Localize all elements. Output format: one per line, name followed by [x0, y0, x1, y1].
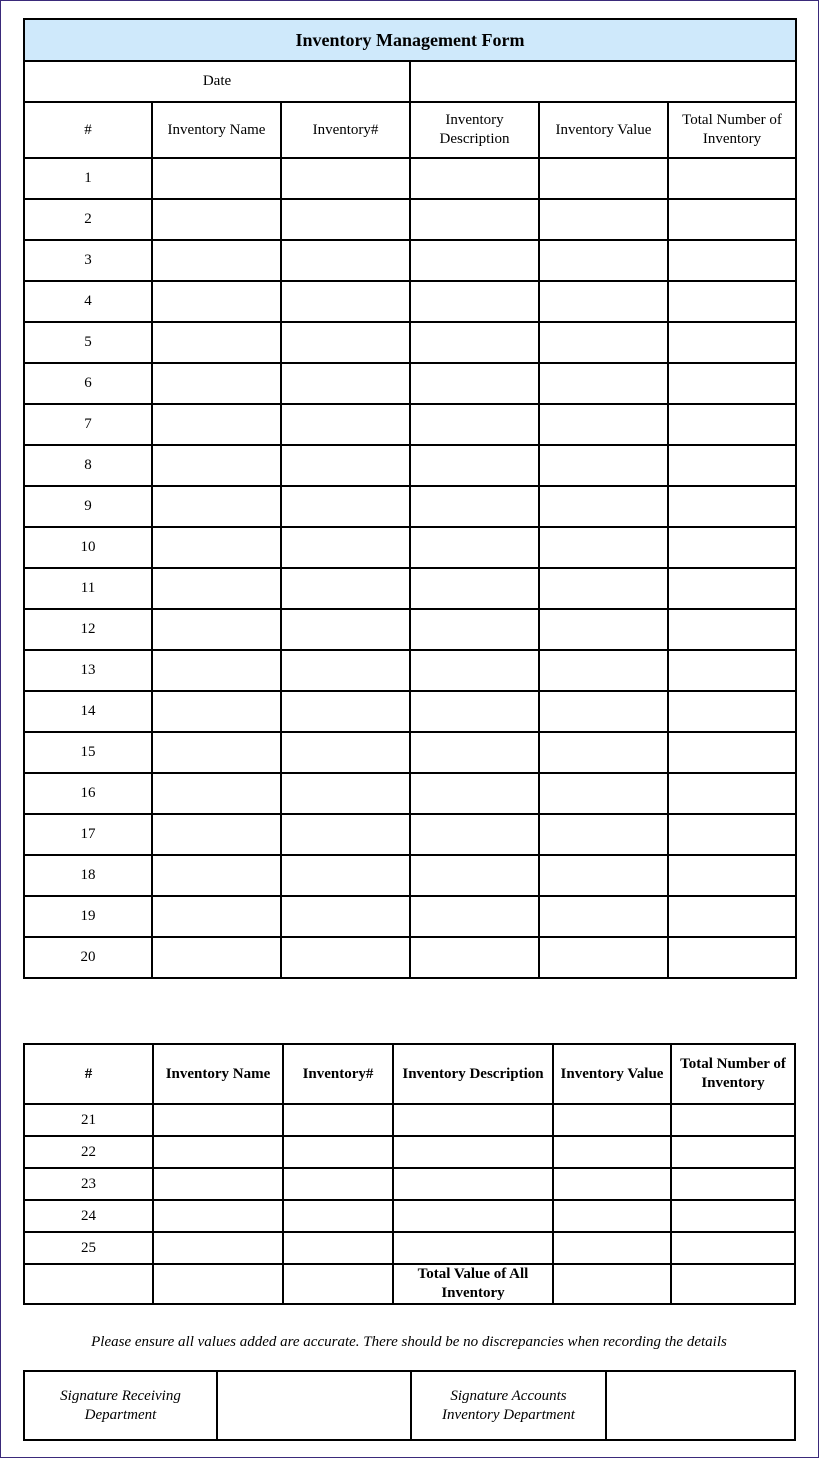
total-empty-cell: [24, 1264, 153, 1304]
table-row: [24, 1200, 795, 1232]
inventory-value-cell[interactable]: [539, 896, 668, 937]
table-row: [24, 1232, 795, 1264]
inventory-value-cell[interactable]: [539, 322, 668, 363]
inventory-value-cell[interactable]: [539, 363, 668, 404]
inventory-name-cell[interactable]: [152, 404, 281, 445]
header-inventory-description: Inventory Description: [393, 1044, 553, 1104]
total-number-cell[interactable]: [671, 1168, 795, 1200]
row-number: 13: [24, 650, 152, 691]
row-number: 23: [24, 1168, 153, 1200]
total-number-cell[interactable]: [668, 855, 796, 896]
inventory-description-cell[interactable]: [410, 732, 539, 773]
header-inventory-name: Inventory Name: [153, 1044, 283, 1104]
inventory-value-cell[interactable]: [553, 1200, 671, 1232]
inventory-value-cell[interactable]: [539, 281, 668, 322]
inventory-name-cell[interactable]: [153, 1104, 283, 1136]
row-number: 6: [24, 363, 152, 404]
inventory-name-cell[interactable]: [153, 1200, 283, 1232]
table-row: [24, 363, 796, 404]
inventory-value-cell[interactable]: [539, 691, 668, 732]
table-row: [24, 404, 796, 445]
row-number: 2: [24, 199, 152, 240]
inventory-value-cell[interactable]: [539, 568, 668, 609]
inventory-value-cell[interactable]: [539, 199, 668, 240]
inventory-name-cell[interactable]: [152, 199, 281, 240]
table-row: [24, 1104, 795, 1136]
inventory-description-cell[interactable]: [410, 814, 539, 855]
row-number: 5: [24, 322, 152, 363]
table-row: [24, 199, 796, 240]
total-number-cell[interactable]: [671, 1232, 795, 1264]
inventory-value-cell[interactable]: [553, 1168, 671, 1200]
row-number: 20: [24, 937, 152, 978]
signature-accounts-field[interactable]: [606, 1371, 795, 1440]
total-number-cell[interactable]: [671, 1136, 795, 1168]
header-inventory-number: Inventory#: [281, 102, 410, 158]
inventory-number-cell[interactable]: [281, 363, 410, 404]
table-row: [24, 486, 796, 527]
total-number-cell[interactable]: [668, 814, 796, 855]
inventory-value-cell[interactable]: [539, 404, 668, 445]
inventory-number-cell[interactable]: [283, 1232, 393, 1264]
total-number-cell[interactable]: [668, 240, 796, 281]
inventory-description-cell[interactable]: [393, 1168, 553, 1200]
inventory-value-cell[interactable]: [539, 609, 668, 650]
inventory-description-cell[interactable]: [410, 855, 539, 896]
total-number-cell[interactable]: [668, 732, 796, 773]
inventory-name-cell[interactable]: [152, 609, 281, 650]
row-number: 8: [24, 445, 152, 486]
inventory-number-cell[interactable]: [281, 814, 410, 855]
total-empty-cell: [153, 1264, 283, 1304]
table-row: [24, 691, 796, 732]
total-number-cell[interactable]: [671, 1104, 795, 1136]
total-value-label: Total Value of All Inventory: [393, 1264, 553, 1304]
table-row: [24, 937, 796, 978]
inventory-description-cell[interactable]: [410, 322, 539, 363]
total-number-cell[interactable]: [668, 896, 796, 937]
row-number: 9: [24, 486, 152, 527]
total-number-cell[interactable]: [668, 445, 796, 486]
inventory-description-cell[interactable]: [410, 199, 539, 240]
inventory-value-cell[interactable]: [539, 486, 668, 527]
inventory-name-cell[interactable]: [152, 732, 281, 773]
inventory-number-cell[interactable]: [281, 609, 410, 650]
inventory-description-cell[interactable]: [410, 404, 539, 445]
inventory-value-cell[interactable]: [539, 240, 668, 281]
inventory-number-cell[interactable]: [281, 855, 410, 896]
table-row: [24, 814, 796, 855]
row-number: 12: [24, 609, 152, 650]
row-number: 10: [24, 527, 152, 568]
table-row: [24, 732, 796, 773]
inventory-number-cell[interactable]: [281, 199, 410, 240]
inventory-name-cell[interactable]: [152, 650, 281, 691]
total-number-cell[interactable]: [668, 322, 796, 363]
inventory-description-cell[interactable]: [410, 527, 539, 568]
inventory-description-cell[interactable]: [410, 281, 539, 322]
inventory-name-cell[interactable]: [152, 691, 281, 732]
inventory-name-cell[interactable]: [152, 896, 281, 937]
header-total-number: Total Number of Inventory: [671, 1044, 795, 1104]
inventory-name-cell[interactable]: [153, 1232, 283, 1264]
row-number: 21: [24, 1104, 153, 1136]
inventory-value-cell[interactable]: [539, 855, 668, 896]
total-count-cell[interactable]: [671, 1264, 795, 1304]
header-inventory-value: Inventory Value: [553, 1044, 671, 1104]
table-row: [24, 281, 796, 322]
row-number: 24: [24, 1200, 153, 1232]
inventory-number-cell[interactable]: [281, 650, 410, 691]
inventory-name-cell[interactable]: [152, 445, 281, 486]
inventory-description-cell[interactable]: [410, 773, 539, 814]
table-row: [24, 896, 796, 937]
inventory-description-cell[interactable]: [393, 1104, 553, 1136]
total-empty-cell: [283, 1264, 393, 1304]
total-number-cell[interactable]: [668, 281, 796, 322]
inventory-name-cell[interactable]: [152, 568, 281, 609]
table-row: [24, 445, 796, 486]
row-number: 16: [24, 773, 152, 814]
total-number-cell[interactable]: [668, 404, 796, 445]
signature-receiving-label: [24, 1371, 217, 1440]
date-field[interactable]: [410, 61, 796, 102]
inventory-description-cell[interactable]: [393, 1136, 553, 1168]
table-row: [24, 568, 796, 609]
row-number: 19: [24, 896, 152, 937]
row-number: 4: [24, 281, 152, 322]
total-number-cell[interactable]: [668, 486, 796, 527]
table-row: [24, 158, 796, 199]
inventory-name-cell[interactable]: [152, 158, 281, 199]
inventory-number-cell[interactable]: [283, 1104, 393, 1136]
inventory-value-cell[interactable]: [539, 814, 668, 855]
total-number-cell[interactable]: [668, 650, 796, 691]
inventory-name-cell[interactable]: [152, 363, 281, 404]
header-inventory-name: Inventory Name: [152, 102, 281, 158]
total-number-cell[interactable]: [668, 158, 796, 199]
inventory-name-cell[interactable]: [152, 773, 281, 814]
row-number: 18: [24, 855, 152, 896]
inventory-value-cell[interactable]: [553, 1104, 671, 1136]
table-row: [24, 609, 796, 650]
inventory-name-cell[interactable]: [152, 814, 281, 855]
inventory-name-cell[interactable]: [152, 322, 281, 363]
inventory-value-cell[interactable]: [539, 445, 668, 486]
total-number-cell[interactable]: [668, 568, 796, 609]
inventory-number-cell[interactable]: [281, 773, 410, 814]
inventory-description-cell[interactable]: [410, 486, 539, 527]
total-number-cell[interactable]: [668, 527, 796, 568]
total-number-cell[interactable]: [668, 199, 796, 240]
inventory-number-cell[interactable]: [281, 568, 410, 609]
inventory-value-cell[interactable]: [539, 773, 668, 814]
inventory-name-cell[interactable]: [152, 240, 281, 281]
row-number: 7: [24, 404, 152, 445]
inventory-description-cell[interactable]: [410, 445, 539, 486]
table-row: [24, 773, 796, 814]
inventory-description-cell[interactable]: [410, 363, 539, 404]
inventory-number-cell[interactable]: [281, 404, 410, 445]
row-number: 25: [24, 1232, 153, 1264]
row-number: 22: [24, 1136, 153, 1168]
table-row: [24, 240, 796, 281]
inventory-value-cell[interactable]: [539, 650, 668, 691]
inventory-table-continued: [23, 1043, 796, 1305]
inventory-number-cell[interactable]: [281, 240, 410, 281]
inventory-number-cell[interactable]: [281, 896, 410, 937]
signature-accounts-label: [411, 1371, 606, 1440]
signature-table: [23, 1370, 796, 1441]
inventory-number-cell[interactable]: [281, 732, 410, 773]
signature-receiving-text: Signature Receiving Department: [60, 1387, 181, 1423]
form-title: Inventory Management Form: [24, 19, 796, 61]
signature-receiving-field[interactable]: [217, 1371, 411, 1440]
total-number-cell[interactable]: [668, 609, 796, 650]
inventory-table-main: [23, 18, 797, 979]
inventory-value-cell[interactable]: [539, 158, 668, 199]
row-number: 15: [24, 732, 152, 773]
table-row: [24, 855, 796, 896]
inventory-number-cell[interactable]: [281, 281, 410, 322]
inventory-value-cell[interactable]: [539, 937, 668, 978]
inventory-description-cell[interactable]: [410, 650, 539, 691]
header-number: #: [24, 102, 152, 158]
inventory-number-cell[interactable]: [281, 691, 410, 732]
inventory-name-cell[interactable]: [152, 937, 281, 978]
total-value-cell[interactable]: [553, 1264, 671, 1304]
inventory-number-cell[interactable]: [281, 486, 410, 527]
inventory-description-cell[interactable]: [410, 937, 539, 978]
total-number-cell[interactable]: [671, 1200, 795, 1232]
row-number: 11: [24, 568, 152, 609]
header-total-number: Total Number of Inventory: [668, 102, 796, 158]
row-number: 14: [24, 691, 152, 732]
inventory-name-cell[interactable]: [153, 1168, 283, 1200]
inventory-value-cell[interactable]: [539, 527, 668, 568]
row-number: 3: [24, 240, 152, 281]
row-number: 17: [24, 814, 152, 855]
inventory-number-cell[interactable]: [283, 1168, 393, 1200]
signature-accounts-text: Signature Accounts Inventory Department: [442, 1387, 575, 1423]
inventory-number-cell[interactable]: [281, 445, 410, 486]
accuracy-note: Please ensure all values added are accurate. There should be no discrepancies when recording the details: [91, 1334, 727, 1350]
inventory-number-cell[interactable]: [281, 158, 410, 199]
header-inventory-number: Inventory#: [283, 1044, 393, 1104]
inventory-value-cell[interactable]: [553, 1232, 671, 1264]
total-number-cell[interactable]: [668, 773, 796, 814]
inventory-name-cell[interactable]: [152, 281, 281, 322]
inventory-description-cell[interactable]: [410, 896, 539, 937]
inventory-value-cell[interactable]: [553, 1136, 671, 1168]
inventory-description-cell[interactable]: [393, 1232, 553, 1264]
inventory-name-cell[interactable]: [152, 855, 281, 896]
inventory-number-cell[interactable]: [283, 1200, 393, 1232]
inventory-name-cell[interactable]: [153, 1136, 283, 1168]
inventory-number-cell[interactable]: [281, 527, 410, 568]
table-row: [24, 1136, 795, 1168]
table-row: [24, 650, 796, 691]
inventory-number-cell[interactable]: [283, 1136, 393, 1168]
inventory-value-cell[interactable]: [539, 732, 668, 773]
header-number: #: [24, 1044, 153, 1104]
table-row: [24, 527, 796, 568]
header-inventory-value: Inventory Value: [539, 102, 668, 158]
total-number-cell[interactable]: [668, 363, 796, 404]
total-number-cell[interactable]: [668, 691, 796, 732]
inventory-description-cell[interactable]: [410, 609, 539, 650]
inventory-name-cell[interactable]: [152, 486, 281, 527]
row-number: 1: [24, 158, 152, 199]
total-number-cell[interactable]: [668, 937, 796, 978]
inventory-number-cell[interactable]: [281, 937, 410, 978]
header-inventory-description: Inventory Description: [410, 102, 539, 158]
date-label: Date: [24, 61, 410, 102]
inventory-description-cell[interactable]: [410, 158, 539, 199]
inventory-description-cell[interactable]: [410, 240, 539, 281]
table-row: [24, 1168, 795, 1200]
inventory-description-cell[interactable]: [410, 568, 539, 609]
inventory-description-cell[interactable]: [393, 1200, 553, 1232]
table-row: [24, 322, 796, 363]
inventory-name-cell[interactable]: [152, 527, 281, 568]
inventory-description-cell[interactable]: [410, 691, 539, 732]
inventory-number-cell[interactable]: [281, 322, 410, 363]
